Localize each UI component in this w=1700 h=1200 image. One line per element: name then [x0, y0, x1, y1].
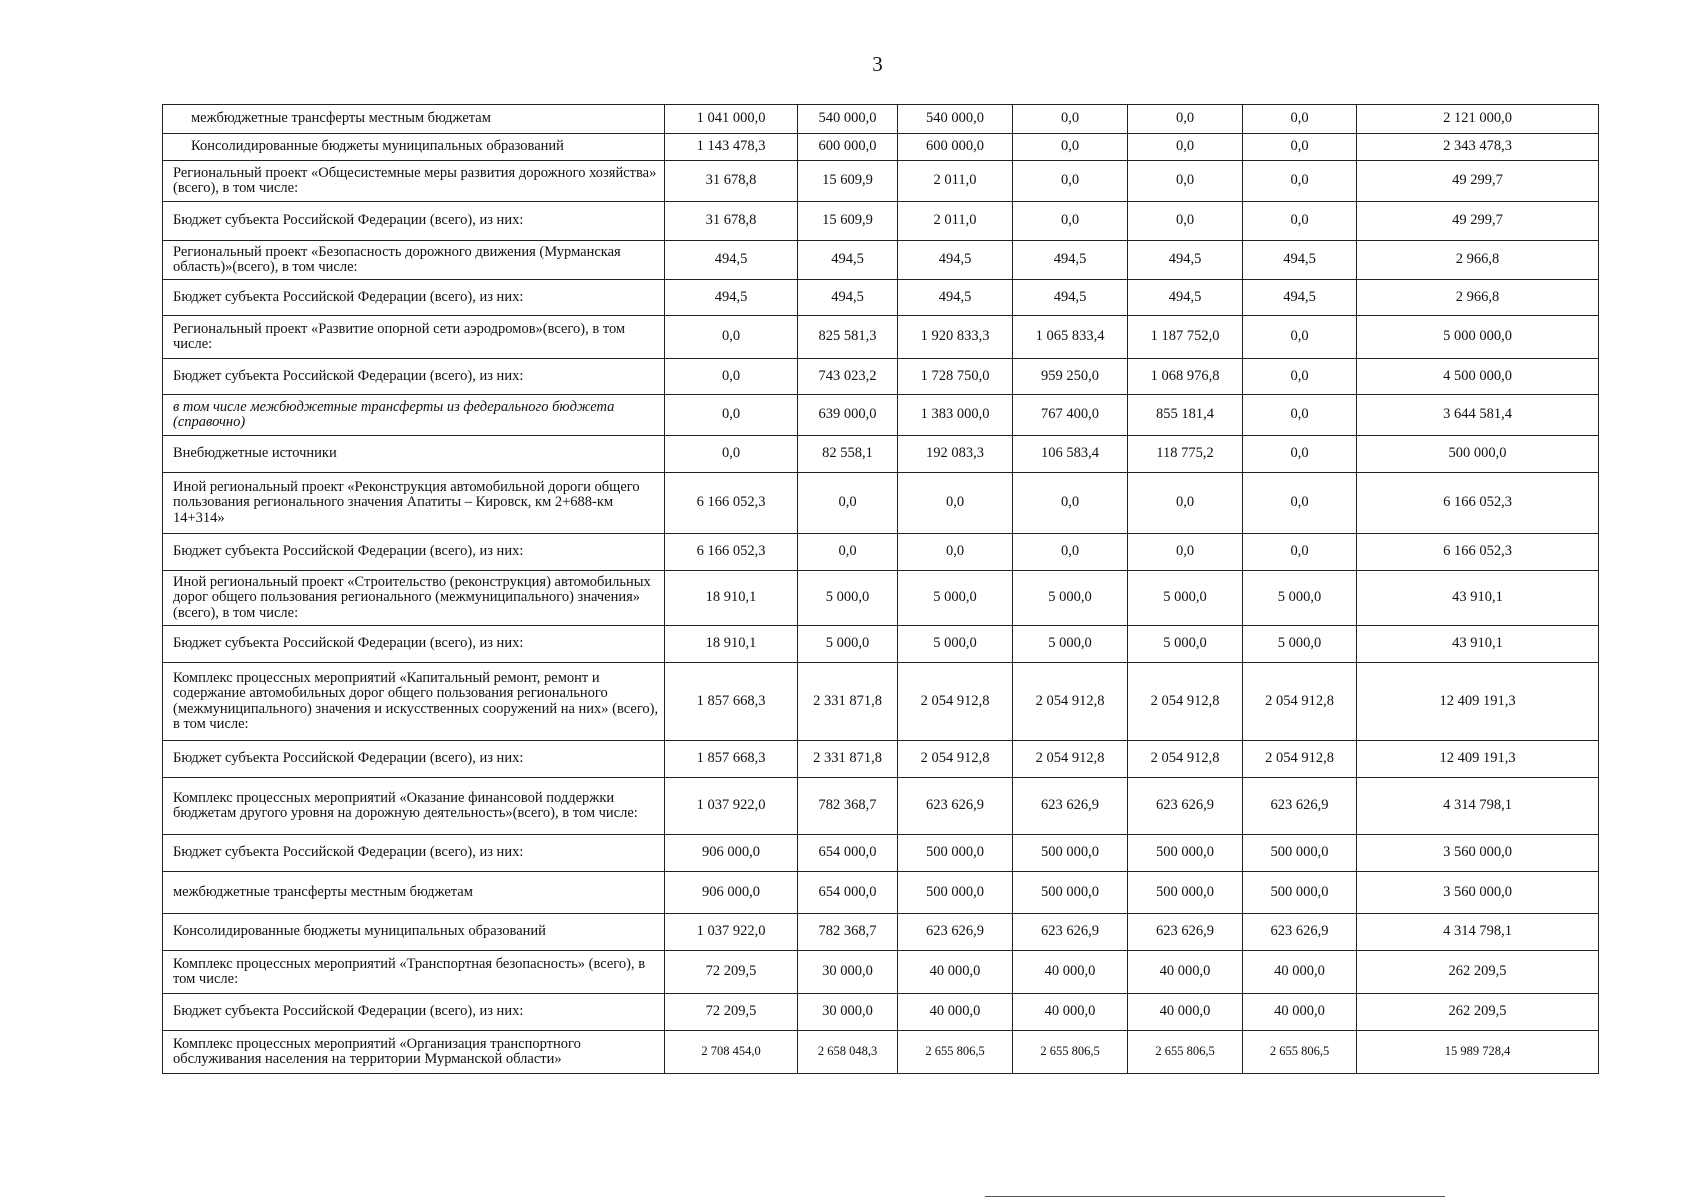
- value-col-4: 959 250,0: [1013, 359, 1128, 395]
- value-total: 500 000,0: [1357, 436, 1599, 473]
- row-label: в том числе межбюджетные трансферты из федерального бюджета (справочно): [163, 395, 665, 436]
- value-col-2: 600 000,0: [798, 134, 898, 161]
- value-total: 5 000 000,0: [1357, 316, 1599, 359]
- value-col-1: 72 209,5: [665, 994, 798, 1031]
- value-col-6: 2 054 912,8: [1243, 741, 1357, 778]
- value-col-1: 906 000,0: [665, 872, 798, 914]
- value-col-6: 0,0: [1243, 534, 1357, 571]
- row-label: межбюджетные трансферты местным бюджетам: [163, 105, 665, 134]
- value-col-4: 0,0: [1013, 161, 1128, 202]
- value-total: 2 966,8: [1357, 280, 1599, 316]
- value-col-5: 40 000,0: [1128, 994, 1243, 1031]
- value-col-2: 0,0: [798, 534, 898, 571]
- table-row: [163, 571, 1599, 626]
- value-col-2: 30 000,0: [798, 951, 898, 994]
- value-total: 4 314 798,1: [1357, 914, 1599, 951]
- row-label: Региональный проект «Общесистемные меры развития дорожного хозяйства» (всего), в том числе:: [163, 161, 665, 202]
- value-total: 6 166 052,3: [1357, 534, 1599, 571]
- value-col-4: 2 054 912,8: [1013, 663, 1128, 741]
- row-label: Бюджет субъекта Российской Федерации (всего), из них:: [163, 626, 665, 663]
- budget-table: [162, 104, 1599, 1074]
- value-total: 2 121 000,0: [1357, 105, 1599, 134]
- value-col-2: 825 581,3: [798, 316, 898, 359]
- table-row: [163, 280, 1599, 316]
- table-row: [163, 872, 1599, 914]
- row-label: Региональный проект «Безопасность дорожного движения (Мурманская область)»(всего), в том числе:: [163, 241, 665, 280]
- row-label: Бюджет субъекта Российской Федерации (всего), из них:: [163, 994, 665, 1031]
- table-row: [163, 105, 1599, 134]
- value-col-3: 623 626,9: [898, 914, 1013, 951]
- value-col-4: 0,0: [1013, 202, 1128, 241]
- value-col-4: 2 054 912,8: [1013, 741, 1128, 778]
- value-col-5: 855 181,4: [1128, 395, 1243, 436]
- value-col-5: 0,0: [1128, 202, 1243, 241]
- table-row: [163, 994, 1599, 1031]
- value-col-5: 2 054 912,8: [1128, 663, 1243, 741]
- value-total: 3 560 000,0: [1357, 872, 1599, 914]
- value-col-1: 494,5: [665, 241, 798, 280]
- row-label: Комплекс процессных мероприятий «Транспортная безопасность» (всего), в том числе:: [163, 951, 665, 994]
- value-col-2: 494,5: [798, 280, 898, 316]
- value-col-2: 782 368,7: [798, 778, 898, 835]
- value-total: 4 500 000,0: [1357, 359, 1599, 395]
- value-col-6: 0,0: [1243, 316, 1357, 359]
- value-col-3: 2 054 912,8: [898, 663, 1013, 741]
- value-col-1: 1 857 668,3: [665, 741, 798, 778]
- row-label: Бюджет субъекта Российской Федерации (всего), из них:: [163, 741, 665, 778]
- value-col-6: 0,0: [1243, 473, 1357, 534]
- value-col-1: 1 037 922,0: [665, 914, 798, 951]
- value-col-6: 0,0: [1243, 105, 1357, 134]
- value-col-2: 15 609,9: [798, 161, 898, 202]
- row-label: Бюджет субъекта Российской Федерации (всего), из них:: [163, 835, 665, 872]
- value-col-1: 18 910,1: [665, 571, 798, 626]
- value-col-4: 5 000,0: [1013, 626, 1128, 663]
- value-col-3: 600 000,0: [898, 134, 1013, 161]
- value-col-3: 623 626,9: [898, 778, 1013, 835]
- value-col-5: 40 000,0: [1128, 951, 1243, 994]
- value-total: 15 989 728,4: [1357, 1031, 1599, 1074]
- value-col-2: 540 000,0: [798, 105, 898, 134]
- value-col-4: 623 626,9: [1013, 778, 1128, 835]
- value-col-2: 654 000,0: [798, 872, 898, 914]
- table-row: [163, 951, 1599, 994]
- value-col-3: 1 920 833,3: [898, 316, 1013, 359]
- value-col-2: 639 000,0: [798, 395, 898, 436]
- value-col-5: 623 626,9: [1128, 778, 1243, 835]
- row-label: Иной региональный проект «Реконструкция автомобильной дороги общего пользования регионального значения Апатиты – Кировск, км 2+688-км 14+314»: [163, 473, 665, 534]
- value-total: 6 166 052,3: [1357, 473, 1599, 534]
- value-col-4: 500 000,0: [1013, 872, 1128, 914]
- value-col-1: 1 143 478,3: [665, 134, 798, 161]
- value-total: 49 299,7: [1357, 161, 1599, 202]
- value-col-5: 0,0: [1128, 534, 1243, 571]
- value-col-5: 2 054 912,8: [1128, 741, 1243, 778]
- value-col-6: 500 000,0: [1243, 835, 1357, 872]
- row-label: межбюджетные трансферты местным бюджетам: [163, 872, 665, 914]
- value-col-4: 106 583,4: [1013, 436, 1128, 473]
- value-col-5: 0,0: [1128, 161, 1243, 202]
- value-col-3: 494,5: [898, 280, 1013, 316]
- value-col-1: 1 857 668,3: [665, 663, 798, 741]
- table-row: [163, 134, 1599, 161]
- value-col-3: 500 000,0: [898, 872, 1013, 914]
- value-col-3: 5 000,0: [898, 571, 1013, 626]
- row-label: Комплекс процессных мероприятий «Капитальный ремонт, ремонт и содержание автомобильных дорог общего пользования регионального (межмуниципального) значения и искусственных сооружений на них» (всего), в том числе:: [163, 663, 665, 741]
- value-col-1: 6 166 052,3: [665, 473, 798, 534]
- value-col-6: 5 000,0: [1243, 571, 1357, 626]
- value-col-3: 2 655 806,5: [898, 1031, 1013, 1074]
- table-body: [163, 105, 1599, 1074]
- table-row: [163, 663, 1599, 741]
- table-row: [163, 534, 1599, 571]
- value-col-3: 40 000,0: [898, 951, 1013, 994]
- value-col-5: 5 000,0: [1128, 626, 1243, 663]
- value-col-5: 1 068 976,8: [1128, 359, 1243, 395]
- value-col-3: 540 000,0: [898, 105, 1013, 134]
- value-col-3: 494,5: [898, 241, 1013, 280]
- value-col-1: 6 166 052,3: [665, 534, 798, 571]
- value-col-5: 0,0: [1128, 473, 1243, 534]
- value-col-6: 40 000,0: [1243, 994, 1357, 1031]
- value-col-5: 1 187 752,0: [1128, 316, 1243, 359]
- value-col-4: 5 000,0: [1013, 571, 1128, 626]
- value-total: 4 314 798,1: [1357, 778, 1599, 835]
- value-col-3: 192 083,3: [898, 436, 1013, 473]
- value-col-1: 2 708 454,0: [665, 1031, 798, 1074]
- value-col-6: 0,0: [1243, 202, 1357, 241]
- table-row: [163, 1031, 1599, 1074]
- value-col-2: 82 558,1: [798, 436, 898, 473]
- value-col-1: 72 209,5: [665, 951, 798, 994]
- value-col-4: 494,5: [1013, 280, 1128, 316]
- value-col-6: 2 054 912,8: [1243, 663, 1357, 741]
- value-total: 2 966,8: [1357, 241, 1599, 280]
- table-row: [163, 359, 1599, 395]
- table-row: [163, 436, 1599, 473]
- value-total: 2 343 478,3: [1357, 134, 1599, 161]
- value-col-6: 2 655 806,5: [1243, 1031, 1357, 1074]
- value-col-2: 5 000,0: [798, 626, 898, 663]
- table-row: [163, 914, 1599, 951]
- value-col-4: 494,5: [1013, 241, 1128, 280]
- value-col-6: 0,0: [1243, 161, 1357, 202]
- row-label: Бюджет субъекта Российской Федерации (всего), из них:: [163, 359, 665, 395]
- value-col-4: 767 400,0: [1013, 395, 1128, 436]
- value-total: 262 209,5: [1357, 951, 1599, 994]
- row-label: Комплекс процессных мероприятий «Оказание финансовой поддержки бюджетам другого уровня на дорожную деятельность»(всего), в том числе:: [163, 778, 665, 835]
- value-col-6: 494,5: [1243, 280, 1357, 316]
- value-total: 3 560 000,0: [1357, 835, 1599, 872]
- row-label: Бюджет субъекта Российской Федерации (всего), из них:: [163, 202, 665, 241]
- value-col-1: 31 678,8: [665, 202, 798, 241]
- value-col-4: 40 000,0: [1013, 994, 1128, 1031]
- row-label: Бюджет субъекта Российской Федерации (всего), из них:: [163, 534, 665, 571]
- value-total: 43 910,1: [1357, 571, 1599, 626]
- value-col-2: 2 658 048,3: [798, 1031, 898, 1074]
- value-col-1: 906 000,0: [665, 835, 798, 872]
- value-col-1: 1 041 000,0: [665, 105, 798, 134]
- row-label: Внебюджетные источники: [163, 436, 665, 473]
- value-col-4: 1 065 833,4: [1013, 316, 1128, 359]
- value-col-6: 0,0: [1243, 395, 1357, 436]
- value-col-5: 494,5: [1128, 280, 1243, 316]
- value-col-6: 500 000,0: [1243, 872, 1357, 914]
- value-col-6: 5 000,0: [1243, 626, 1357, 663]
- value-col-3: 5 000,0: [898, 626, 1013, 663]
- value-col-4: 40 000,0: [1013, 951, 1128, 994]
- value-col-1: 494,5: [665, 280, 798, 316]
- value-col-6: 40 000,0: [1243, 951, 1357, 994]
- value-col-2: 5 000,0: [798, 571, 898, 626]
- value-col-2: 2 331 871,8: [798, 663, 898, 741]
- value-col-3: 2 011,0: [898, 161, 1013, 202]
- footer-rule: [985, 1196, 1445, 1197]
- value-total: 3 644 581,4: [1357, 395, 1599, 436]
- value-col-1: 0,0: [665, 395, 798, 436]
- value-col-2: 2 331 871,8: [798, 741, 898, 778]
- page-number: 3: [872, 52, 883, 76]
- value-col-4: 0,0: [1013, 134, 1128, 161]
- value-col-5: 0,0: [1128, 134, 1243, 161]
- value-col-5: 623 626,9: [1128, 914, 1243, 951]
- value-col-6: 494,5: [1243, 241, 1357, 280]
- table-row: [163, 161, 1599, 202]
- value-col-6: 623 626,9: [1243, 778, 1357, 835]
- value-col-3: 1 728 750,0: [898, 359, 1013, 395]
- value-col-6: 623 626,9: [1243, 914, 1357, 951]
- value-col-2: 782 368,7: [798, 914, 898, 951]
- value-col-5: 494,5: [1128, 241, 1243, 280]
- value-total: 49 299,7: [1357, 202, 1599, 241]
- value-total: 262 209,5: [1357, 994, 1599, 1031]
- row-label: Иной региональный проект «Строительство (реконструкция) автомобильных дорог общего пользования регионального (межмуниципального) значения» (всего), в том числе:: [163, 571, 665, 626]
- value-col-4: 0,0: [1013, 473, 1128, 534]
- table-row: [163, 741, 1599, 778]
- value-total: 12 409 191,3: [1357, 663, 1599, 741]
- row-label: Консолидированные бюджеты муниципальных образований: [163, 134, 665, 161]
- value-col-2: 30 000,0: [798, 994, 898, 1031]
- value-col-5: 2 655 806,5: [1128, 1031, 1243, 1074]
- table-row: [163, 395, 1599, 436]
- value-total: 43 910,1: [1357, 626, 1599, 663]
- value-col-5: 500 000,0: [1128, 872, 1243, 914]
- value-col-1: 18 910,1: [665, 626, 798, 663]
- table-row: [163, 316, 1599, 359]
- value-col-4: 0,0: [1013, 534, 1128, 571]
- value-col-3: 0,0: [898, 473, 1013, 534]
- value-col-2: 0,0: [798, 473, 898, 534]
- row-label: Бюджет субъекта Российской Федерации (всего), из них:: [163, 280, 665, 316]
- table-row: [163, 835, 1599, 872]
- table-row: [163, 778, 1599, 835]
- value-col-5: 118 775,2: [1128, 436, 1243, 473]
- row-label: Консолидированные бюджеты муниципальных образований: [163, 914, 665, 951]
- value-col-1: 1 037 922,0: [665, 778, 798, 835]
- value-col-4: 2 655 806,5: [1013, 1031, 1128, 1074]
- value-col-3: 0,0: [898, 534, 1013, 571]
- value-col-3: 40 000,0: [898, 994, 1013, 1031]
- value-col-1: 31 678,8: [665, 161, 798, 202]
- value-col-1: 0,0: [665, 436, 798, 473]
- value-col-3: 2 011,0: [898, 202, 1013, 241]
- value-col-2: 654 000,0: [798, 835, 898, 872]
- value-col-4: 623 626,9: [1013, 914, 1128, 951]
- value-col-2: 15 609,9: [798, 202, 898, 241]
- row-label: Региональный проект «Развитие опорной сети аэродромов»(всего), в том числе:: [163, 316, 665, 359]
- value-col-3: 500 000,0: [898, 835, 1013, 872]
- value-col-3: 2 054 912,8: [898, 741, 1013, 778]
- value-col-5: 0,0: [1128, 105, 1243, 134]
- table-row: [163, 241, 1599, 280]
- value-col-6: 0,0: [1243, 359, 1357, 395]
- table-row: [163, 202, 1599, 241]
- value-col-5: 5 000,0: [1128, 571, 1243, 626]
- value-col-6: 0,0: [1243, 134, 1357, 161]
- value-col-5: 500 000,0: [1128, 835, 1243, 872]
- value-col-6: 0,0: [1243, 436, 1357, 473]
- value-col-1: 0,0: [665, 359, 798, 395]
- value-col-1: 0,0: [665, 316, 798, 359]
- value-col-3: 1 383 000,0: [898, 395, 1013, 436]
- row-label: Комплекс процессных мероприятий «Организация транспортного обслуживания населения на территории Мурманской области»: [163, 1031, 665, 1074]
- table-row: [163, 626, 1599, 663]
- value-total: 12 409 191,3: [1357, 741, 1599, 778]
- value-col-2: 743 023,2: [798, 359, 898, 395]
- value-col-2: 494,5: [798, 241, 898, 280]
- table-row: [163, 473, 1599, 534]
- value-col-4: 0,0: [1013, 105, 1128, 134]
- value-col-4: 500 000,0: [1013, 835, 1128, 872]
